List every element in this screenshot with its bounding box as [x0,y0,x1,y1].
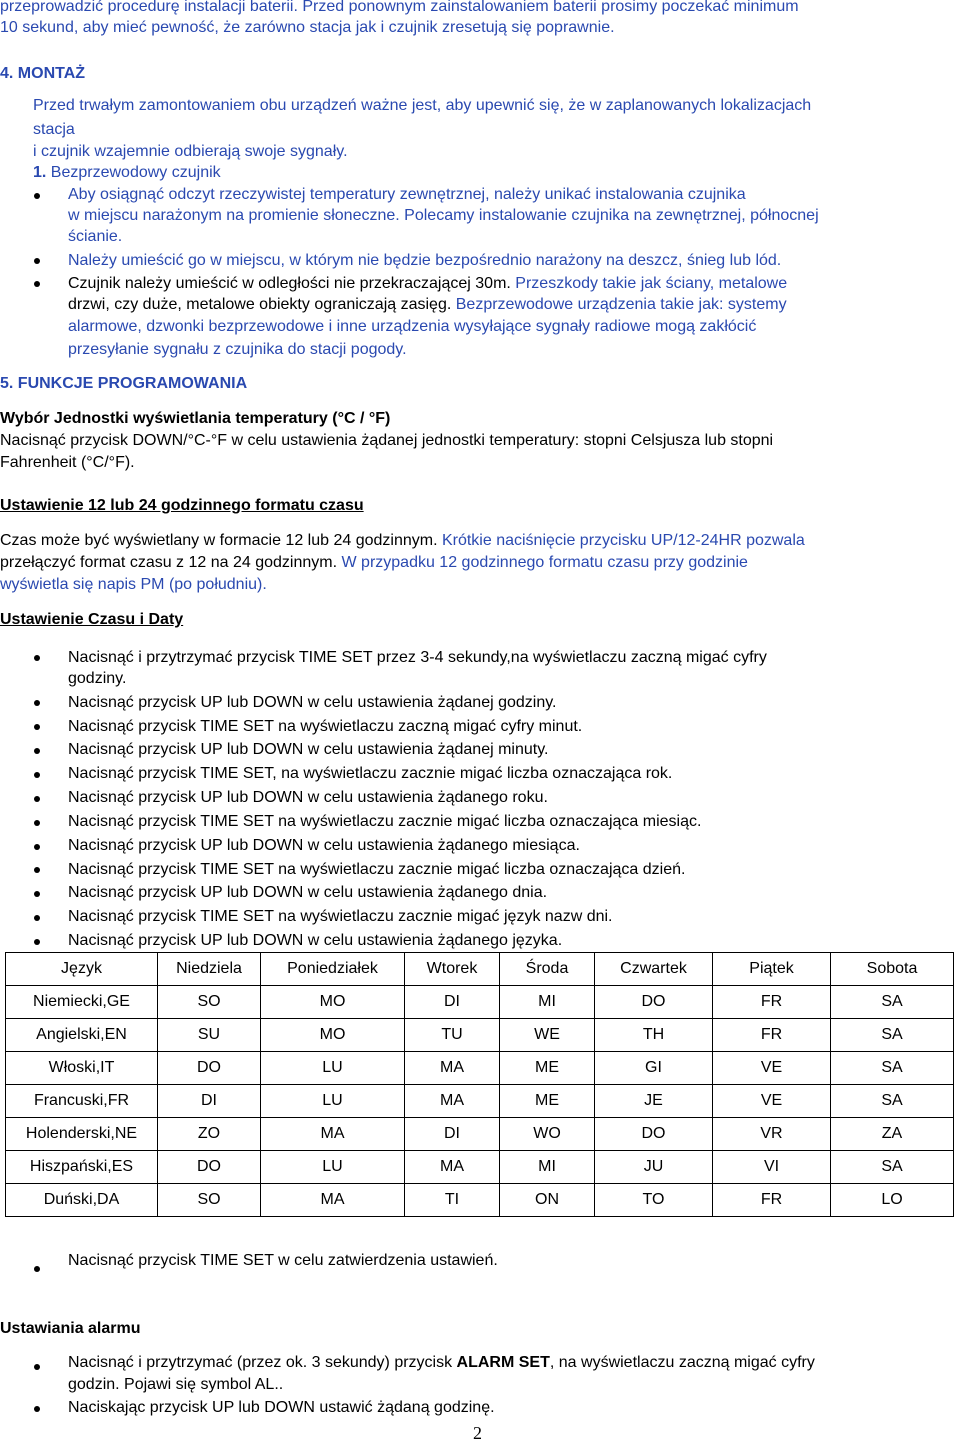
table-header-cell: Poniedziałek [261,953,405,986]
table-cell: FR [713,986,831,1019]
time-step-5: Nacisnąć przycisk TIME SET, na wyświetlaczu zacznie migać liczba oznaczająca rok. [68,765,673,782]
time-step-12: Nacisnąć przycisk UP lub DOWN w celu ustawienia żądanego języka. [68,932,563,949]
time-step-1-line-2: godziny. [68,670,127,687]
sensor-bullet-1-line-1: Aby osiągnąć odczyt rzeczywistej temperatury zewnętrznej, należy unikać instalowania czujnika [68,186,746,203]
format-text-a: Czas może być wyświetlany w formacie 12 lub 24 godzinnym. [0,532,438,549]
time-step-6: Nacisnąć przycisk UP lub DOWN w celu ustawienia żądanego roku. [68,789,548,806]
time-step-3: Nacisnąć przycisk TIME SET na wyświetlaczu zaczną migać cyfry minut. [68,718,583,735]
format-text-b: Krótkie naciśnięcie przycisku UP/12-24HR pozwala [437,532,805,549]
bullet-icon [34,867,40,873]
units-line-2: Fahrenheit (°C/°F). [0,454,135,471]
intro-line-1 [0,0,799,17]
sensor-bullet-3-text-d: Bezprzewodowe urządzenia takie jak: systemy [451,296,787,313]
time-step-4: Nacisnąć przycisk UP lub DOWN w celu ustawienia żądanej minuty. [68,741,549,758]
bullet-icon [34,258,40,264]
units-line-1: Nacisnąć przycisk DOWN/°C-°F w celu ustawienia żądanej jednostki temperatury: stopni Celsjusza lub stopni [0,432,774,449]
bullet-icon [34,820,40,826]
table-cell: SA [831,1019,954,1052]
alarm-step-1-line-2: godzin. Pojawi się symbol AL.. [68,1376,284,1393]
table-header-cell: Niedziela [158,953,261,986]
table-cell: SA [831,1085,954,1118]
section-4-para-line-2: stacja [33,121,75,138]
format-title: Ustawienie 12 lub 24 godzinnego formatu czasu [0,497,364,514]
bullet-icon [34,1364,40,1370]
confirm-step: Nacisnąć przycisk TIME SET w celu zatwierdzenia ustawień. [68,1252,498,1269]
sensor-bullet-3-line-2 [68,295,787,315]
table-cell: LO [831,1184,954,1217]
sensor-bullet-2: Należy umieścić go w miejscu, w którym nie będzie bezpośrednio narażony na deszcz, śnieg lub lód. [68,252,782,269]
bullet-icon [34,700,40,706]
format-line-3: wyświetla się napis PM (po południu). [0,576,267,593]
intro-rest-text: Przed ponownym zainstalowaniem baterii prosimy poczekać minimum [297,0,799,15]
alarm-step-1-line-1 [68,1353,815,1373]
table-cell: ME [500,1085,595,1118]
table-cell: SA [831,1151,954,1184]
table-language-cell: Hiszpański,ES [6,1151,158,1184]
time-step-10: Nacisnąć przycisk UP lub DOWN w celu ustawienia żądanego dnia. [68,884,548,901]
bullet-icon [34,891,40,897]
table-header-cell: Środa [500,953,595,986]
table-cell: MA [405,1052,500,1085]
table-cell: LU [261,1085,405,1118]
sensor-bullet-3-line-3: alarmowe, dzwonki bezprzewodowe i inne urządzenia wysyłające sygnały radiowe mogą zakłócić [68,318,757,335]
table-cell: MA [261,1118,405,1151]
time-step-8: Nacisnąć przycisk UP lub DOWN w celu ustawienia żądanego miesiąca. [68,837,580,854]
table-cell: ON [500,1184,595,1217]
sensor-bullet-3-line-1 [68,274,787,294]
time-step-11: Nacisnąć przycisk TIME SET na wyświetlaczu zacznie migać język nazw dni. [68,908,613,925]
table-cell: JU [595,1151,713,1184]
bullet-icon [34,748,40,754]
table-cell: LU [261,1052,405,1085]
table-row [6,1052,954,1085]
time-step-1-line-1: Nacisnąć i przytrzymać przycisk TIME SET przez 3-4 sekundy,na wyświetlaczu zaczną migać cyfry [68,649,767,666]
language-table [5,952,954,1217]
table-cell: WO [500,1118,595,1151]
table-row [6,1118,954,1151]
format-line-2 [0,553,748,573]
intro-blue-text: przeprowadzić procedurę instalacji baterii. [0,0,298,15]
sensor-bullet-1-text-b: Polecamy instalowanie czujnika na zewnętrznej, północnej [399,207,819,224]
table-language-cell: Duński,DA [6,1184,158,1217]
table-cell: DO [595,986,713,1019]
sensor-bullet-3-text-a: Czujnik należy umieścić w odległości nie przekraczającej 30m. [68,275,511,292]
sensor-bullet-1-line-2 [68,206,959,226]
alarm-set-label: ALARM SET [456,1354,550,1371]
table-language-cell: Angielski,EN [6,1019,158,1052]
table-cell: ME [500,1052,595,1085]
table-row [6,1085,954,1118]
table-cell: MA [405,1151,500,1184]
time-title: Ustawienie Czasu i Daty [0,611,184,628]
table-cell: SA [831,1052,954,1085]
format-text-d: W przypadku 12 godzinnego formatu czasu przy godzinie [337,554,748,571]
table-cell: VE [713,1052,831,1085]
table-cell: SO [158,1184,261,1217]
alarm-step-1-text-a: Nacisnąć i przytrzymać (przez ok. 3 sekundy) przycisk [68,1354,457,1371]
table-cell: TI [405,1184,500,1217]
table-cell: DI [405,1118,500,1151]
bullet-icon [34,724,40,730]
format-text-c: przełączyć format czasu z 12 na 24 godzinnym. [0,554,338,571]
table-header-cell: Sobota [831,953,954,986]
format-line-1 [0,531,805,551]
bullet-icon [34,796,40,802]
table-cell: FR [713,1019,831,1052]
sensor-bullet-1-text-a: w miejscu narażonym na promienie słoneczne. [68,207,400,224]
table-cell: VE [713,1085,831,1118]
table-cell: DO [158,1151,261,1184]
table-cell: WE [500,1019,595,1052]
table-cell: VR [713,1118,831,1151]
table-cell: TH [595,1019,713,1052]
bullet-icon [34,1266,40,1272]
section-4-heading: 4. MONTAŻ [0,65,86,82]
table-row [6,1151,954,1184]
table-language-cell: Włoski,IT [6,1052,158,1085]
table-header-cell: Język [6,953,158,986]
alarm-title: Ustawiania alarmu [0,1320,141,1337]
table-cell: MA [405,1085,500,1118]
time-step-2: Nacisnąć przycisk UP lub DOWN w celu ustawienia żądanej godziny. [68,694,557,711]
sensor-bullet-3-text-b: Przeszkody takie jak ściany, metalowe [510,275,788,292]
table-header-cell: Piątek [713,953,831,986]
page-number: 2 [473,1423,482,1443]
bullet-icon [34,655,40,661]
table-cell: MI [500,1151,595,1184]
sensor-subheading [33,163,221,183]
table-cell: MA [261,1184,405,1217]
time-step-7: Nacisnąć przycisk TIME SET na wyświetlaczu zacznie migać liczba oznaczająca miesiąc. [68,813,702,830]
bullet-icon [34,1406,40,1412]
table-cell: SA [831,986,954,1019]
table-language-cell: Holenderski,NE [6,1118,158,1151]
language-table-body [6,953,954,1217]
table-cell: LU [261,1151,405,1184]
bullet-icon [34,915,40,921]
alarm-step-2: Naciskając przycisk UP lub DOWN ustawić żądaną godzinę. [68,1399,495,1416]
table-cell: TU [405,1019,500,1052]
table-cell: JE [595,1085,713,1118]
table-header-cell: Wtorek [405,953,500,986]
table-cell: DO [158,1052,261,1085]
table-row [6,986,954,1019]
table-cell: DI [405,986,500,1019]
sensor-bullet-1-line-3: ścianie. [68,228,123,245]
table-cell: SO [158,986,261,1019]
table-cell: ZA [831,1118,954,1151]
table-cell: MO [261,986,405,1019]
table-cell: GI [595,1052,713,1085]
sensor-subheading-title: Bezprzewodowy czujnik [46,164,221,181]
alarm-step-1-text-c: , na wyświetlaczu zaczną migać cyfry [549,1354,815,1371]
time-step-9: Nacisnąć przycisk TIME SET na wyświetlaczu zacznie migać liczba oznaczająca dzień. [68,861,686,878]
table-cell: FR [713,1184,831,1217]
bullet-icon [34,193,40,199]
sensor-bullet-3-line-4: przesyłanie sygnału z czujnika do stacji pogody. [68,341,407,358]
section-4-para-line-3: i czujnik wzajemnie odbierają swoje sygnały. [33,143,348,160]
table-cell: VI [713,1151,831,1184]
table-language-cell: Niemiecki,GE [6,986,158,1019]
table-cell: DO [595,1118,713,1151]
table-header-cell: Czwartek [595,953,713,986]
table-language-cell: Francuski,FR [6,1085,158,1118]
table-cell: SU [158,1019,261,1052]
table-cell: DI [158,1085,261,1118]
section-4-para-line-1: Przed trwałym zamontowaniem obu urządzeń ważne jest, aby upewnić się, że w zaplanowanych lokalizacjach [33,97,812,114]
table-header-row [6,953,954,986]
table-cell: MO [261,1019,405,1052]
sensor-subheading-number: 1. [33,164,47,181]
bullet-icon [34,939,40,945]
table-cell: TO [595,1184,713,1217]
bullet-icon [34,281,40,287]
table-cell: ZO [158,1118,261,1151]
units-title: Wybór Jednostki wyświetlania temperatury (°C / °F) [0,410,391,427]
bullet-icon [34,844,40,850]
table-row [6,1019,954,1052]
section-5-heading: 5. FUNKCJE PROGRAMOWANIA [0,375,248,392]
intro-line-2: 10 sekund, aby mieć pewność, że zarówno stacja jak i czujnik zresetują się poprawnie. [0,19,615,36]
table-cell: MI [500,986,595,1019]
sensor-bullet-3-text-c: drzwi, czy duże, metalowe obiekty ograniczają zasięg. [68,296,452,313]
bullet-icon [34,772,40,778]
table-row [6,1184,954,1217]
